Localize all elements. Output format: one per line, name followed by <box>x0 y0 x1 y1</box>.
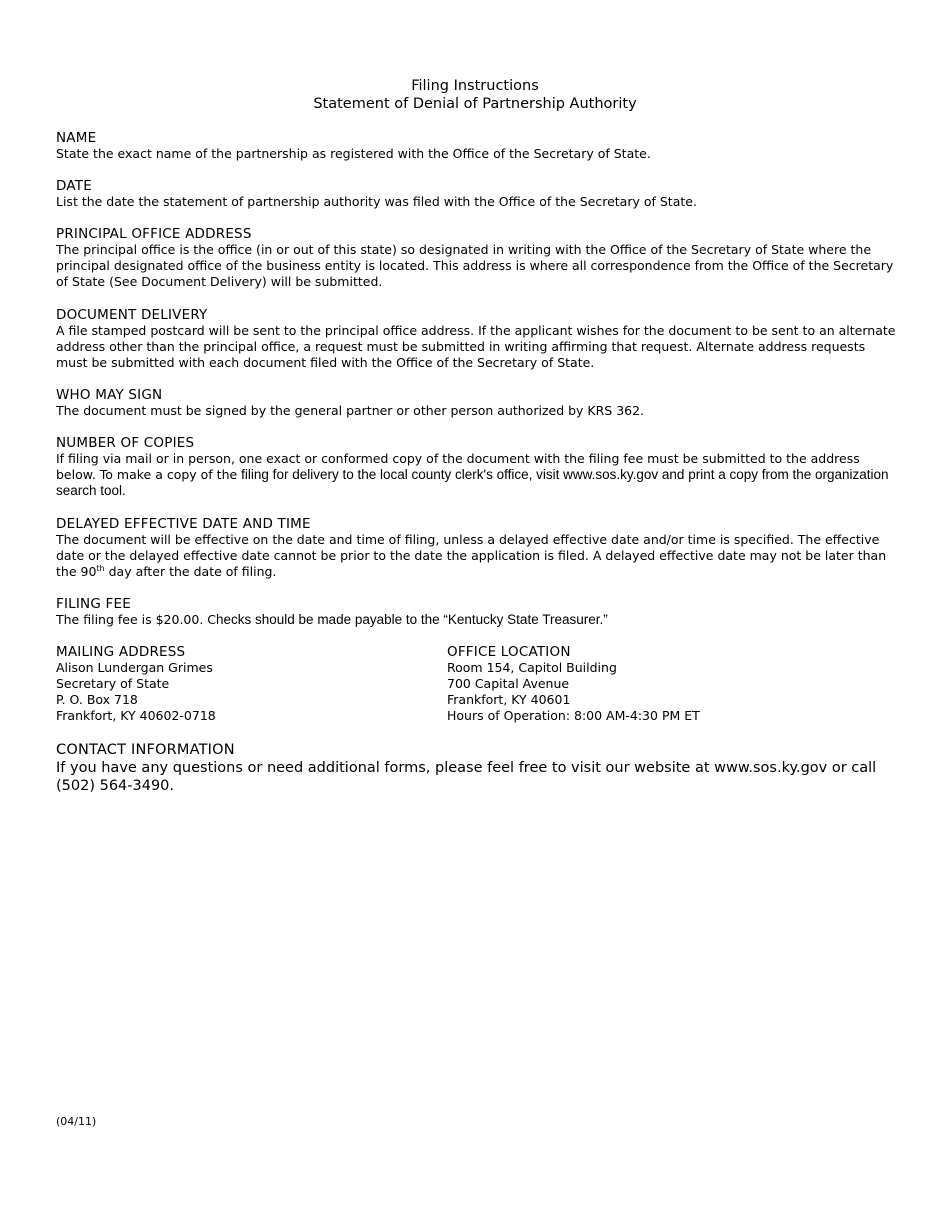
section-heading: DELAYED EFFECTIVE DATE AND TIME <box>56 516 311 532</box>
section-filing-fee <box>56 596 896 628</box>
form-revision-code: (04/11) <box>56 1115 97 1128</box>
section-number-of-copies <box>56 435 896 499</box>
location-line: Frankfort, KY 40601 <box>447 692 571 707</box>
address-line: Alison Lundergan Grimes <box>56 660 213 675</box>
section-body: A file stamped postcard will be sent to the principal office address. If the applicant wishes for the document to be sent to an alternate address other than the principal office, a request must be submitted in writing affirming that request. Alternate address requests must be submitted with each document filed with the Office of the Secretary of State. <box>56 323 896 370</box>
section-body: State the exact name of the partnership as registered with the Office of the Secretary of State. <box>56 146 651 161</box>
fee-text-part-1: The filing fee is $20.00. C <box>56 612 216 627</box>
delayed-text-part-1: The document will be effective on the date and time of filing, unless a delayed effective date and/or time is specified. The effective date or the delayed effective date cannot be prior to the date the application is filed. A delayed effective date may not be later than the 90 <box>56 532 887 579</box>
section-body <box>56 451 896 499</box>
title-line-1: Filing Instructions <box>411 78 539 94</box>
address-line: P. O. Box 718 <box>56 692 138 707</box>
section-document-delivery <box>56 307 896 371</box>
ordinal-suffix: th <box>96 563 105 573</box>
section-date <box>56 178 896 210</box>
section-body: The principal office is the office (in or out of this state) so designated in writing with the Office of the Secretary of State where the principal designated office of the business entity is located. This address is where all correspondence from the Office of the Secretary of State (See Document Delivery) will be submitted. <box>56 242 894 289</box>
location-line: Hours of Operation: 8:00 AM-4:30 PM ET <box>447 708 700 723</box>
section-heading: DATE <box>56 178 92 194</box>
location-line: 700 Capital Avenue <box>447 676 570 691</box>
mailing-address-block <box>56 644 416 724</box>
location-line: Room 154, Capitol Building <box>447 660 617 675</box>
section-heading: NUMBER OF COPIES <box>56 435 195 451</box>
contact-information <box>56 741 896 795</box>
section-heading: FILING FEE <box>56 596 131 612</box>
fee-text-part-2: hecks should be made payable to the “Kentucky State Treasurer.” <box>216 612 608 627</box>
office-location-heading: OFFICE LOCATION <box>447 644 571 660</box>
contact-body: If you have any questions or need additional forms, please feel free to visit our website at www.sos.ky.gov or call (502) 564-3490. <box>56 760 877 794</box>
page-title <box>0 77 950 113</box>
delayed-text-part-2: day after the date of filing. <box>104 564 277 579</box>
section-body <box>56 532 896 580</box>
section-body: The document must be signed by the general partner or other person authorized by KRS 362. <box>56 403 645 418</box>
section-principal-office <box>56 226 896 290</box>
section-body: List the date the statement of partnership authority was filed with the Office of the Secretary of State. <box>56 194 697 209</box>
copies-text-part-2: filing for delivery to the local county clerk's office, visit www.sos.ky.gov and print a copy from the organization search tool. <box>56 467 889 498</box>
copies-text-part-1: If filing via mail or in person, one exact or conformed copy of the document with the filing fee must be submitted to the address below. To make a copy of the <box>56 451 860 482</box>
section-name <box>56 130 896 162</box>
section-heading: PRINCIPAL OFFICE ADDRESS <box>56 226 252 242</box>
mailing-address-heading: MAILING ADDRESS <box>56 644 186 660</box>
section-body <box>56 612 896 628</box>
contact-heading: CONTACT INFORMATION <box>56 742 235 758</box>
section-delayed-effective <box>56 516 896 580</box>
address-line: Secretary of State <box>56 676 170 691</box>
office-location-block <box>447 644 807 724</box>
section-heading: DOCUMENT DELIVERY <box>56 307 208 323</box>
section-heading: WHO MAY SIGN <box>56 387 163 403</box>
address-line: Frankfort, KY 40602-0718 <box>56 708 216 723</box>
section-heading: NAME <box>56 130 97 146</box>
title-line-2: Statement of Denial of Partnership Authority <box>313 96 637 112</box>
section-who-may-sign <box>56 387 896 419</box>
